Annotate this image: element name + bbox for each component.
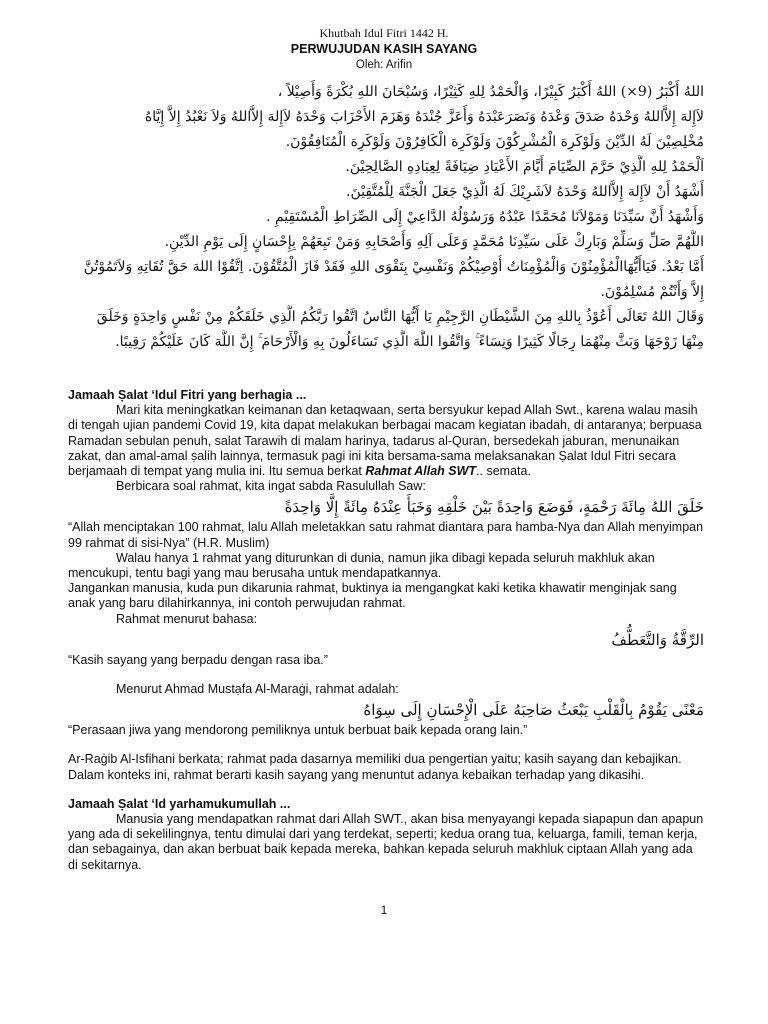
paragraph: Berbicara soal rahmat, kita ingat sabda Rasulullah Saw: xyxy=(116,479,426,494)
arabic-line: إِلاَّ وَأَنْتُمْ مُسْلِمُوْنَ. xyxy=(600,284,704,300)
arabic-line: اللَّهُمَّ صَلِّ وَسَلِّمْ وَبَارِكْ عَلَى سَيِّدِنَا مُحَمَّدٍ وَعَلَى آلِهِ وَأَصْحَابِهِ وَمَنْ تَبِعَهُمْ بِإِحْسَانٍ إِلَى يَوْمِ الدِّيْنِ. xyxy=(164,234,704,250)
arabic-line: مُخْلِصِيْنَ لَهُ الدِّيْنَ وَلَوْكَرِهَ الْمُشْرِكُوْنَ وَلَوْكَرِهَ الْكَافِرُوْنَ وَلَوْكَرِهَ الْمُنَافِقُوْنَ. xyxy=(285,134,704,150)
arabic-line: وَأَشْهَدُ أَنَّ سَيِّدَنَا وَمَوْلاَنَا مُحَمَّدًا عَبْدُهُ وَرَسُوْلُهُ الدَّاعِيْ إِلَى الصِّرَاطِ الْمُسْتَقِيْمِ . xyxy=(266,209,704,225)
paragraph: Ar-Raġib Al-Isfihani berkata; rahmat pada dasarnya memiliki dua pengertian yaitu; kasih sayang dan kebajikan. xyxy=(68,752,682,767)
arabic-line: أَشْهَدُ أَنْ لاَإِلهَ إِلاَّاللهُ وَحْدَهُ لاَشَرِيْكَ لَهُ الَّذِيْ جَعَلَ الْجَنَّةَ لِلْمُتَّقِيْنَ. xyxy=(346,184,704,200)
arabic-line: اللهُ أَكْبَرُ (9×) اللهُ أَكْبَرُ كَبِيْرًا، وَالْحَمْدُ لِلهِ كَثِيْرًا، وَسُبْحَانَ اللهِ بُكْرَةً وَأَصِيْلاً ، xyxy=(277,84,704,100)
spacer xyxy=(68,783,704,797)
maraghi-definition-translation: “Perasaan jiwa yang mendorong pemiliknya untuk berbuat baik kepada orang lain.” xyxy=(68,723,528,738)
paragraph: Rahmat menurut bahasa: xyxy=(116,611,258,626)
arabic-line: وَقَالَ اللهُ تَعَالَى أَعُوْذُ بِاللهِ مِنَ الشَّيْطَانِ الرَّجِيْمِ يَا أَيُّهَا النَّاسُ اتَّقُوا رَبَّكُمُ الَّذِي خَلَقَكُمْ مِنْ نَفْسٍ وَاحِدَةٍ وَخَلَقَ xyxy=(96,309,704,325)
sermon-title: PERWUJUDAN KASIH SAYANG xyxy=(290,42,478,56)
page-number: 1 xyxy=(380,903,388,917)
arabic-line: أَمَّا بَعْدُ. فَيَاأَيُّهَاالْمُؤْمِنُوْنَ وَالْمُؤْمِنَاتُ أُوْصِيْكُمْ وَنَفْسِيْ بِتَقْوَى اللهِ فَقَدْ فَازَ الْمُتَّقُوْنَ. اِتَّقُوْا اللهَ حَقَّ تُقَاتِهِ وَلاَتَمُوْتُنَّ xyxy=(83,259,704,275)
emphasis-text: Rahmat Allah SWT xyxy=(365,464,477,479)
spacer xyxy=(68,668,704,682)
arabic-line: لاَإِلهَ إِلاَّاللهُ وَحْدَهُ صَدَقَ وَعْدَهُ وَنَصَرَعَبْدَهُ وَأَعَزَّ جُنْدَهُ وَهَزَمَ الأَحْزَابَ وَحْدَهُ لاَإِلهَ إِلاَّاللهُ وَلاَ نَعْبُدُ إِلاَّ إِيَّاهُ xyxy=(144,109,704,125)
paragraph: Jangankan manusia, kuda pun dikarunia rahmat, buktinya ia mengangkat kaki ketika khawatir menginjak sang anak yang baru dilahirkannya, ini contoh perwujudan rahmat. xyxy=(68,581,677,611)
maraghi-definition-arabic: مَعْنًى يَقُوْمُ بِالْقَلْبِ يَبْعَثُ صَاحِبَهُ عَلَى الْإِحْسَانِ إِلَى سِوَاهُ xyxy=(363,701,704,720)
paragraph: Dalam konteks ini, rahmat berarti kasih sayang yang menuntut adanya kebaikan terhadap yang dikasihi. xyxy=(68,767,645,782)
paragraph: Walau hanya 1 rahmat yang diturunkan di dunia, namun jika dibagi kepada seluruh makhluk akan mencukupi, tentu bagi yang mau berusaha untuk mendapatkannya. xyxy=(68,550,655,581)
arabic-line: اَلْحَمْدُ لِلهِ الَّذِيْ حَرَّمَ الصِّيَامَ أَيَّامَ الأَعْيَادِ ضِيَافَةً لِعِبَادِهِ الصَّالِحِيْنَ. xyxy=(345,159,704,175)
section-heading: Jamaah Ṣalat ‘Id yarhamukumullah ... xyxy=(68,796,291,811)
paragraph-text: Mari kita meningkatkan keimanan dan ketaqwaan, serta bersyukur kepad Allah Swt., karena walau masih di tengah ujian pandemi Covid 19, kita dapat melakukan berbagai macam kegiatan ibadah, di antaranya; berpuasa Ramadan sebulan penuh, salat Tarawih di malam harinya, tadarus al-Quran, bersedekah jaburan, menunaikan zakat, dan amal-amal ṣalih lainnya, termasuk pagi ini kita bersama-sama melaksanakan Ṣalat Idul Fitri secara berjamaah di tempat yang mulia ini. Itu semua berkat xyxy=(68,403,702,479)
spacer xyxy=(68,738,704,752)
sermon-author: Oleh: Arifin xyxy=(355,59,413,71)
paragraph: Manusia yang mendapatkan rahmat dari Allah SWT., akan bisa menyayangi kepada siapapun dan apapun yang ada di sekelilingnya, tentu dimulai dari yang terdekat, seperti; kedua orang tua, keluarga, famili, teman kerja, dan sebagainya, dan akan berbuat baik kepada mereka, bahkan kepada seluruh makhluk ciptaan Allah yang ada di sekitarnya. xyxy=(68,812,704,872)
opening-arabic-block xyxy=(64,80,704,355)
arabic-line: مِنْهَا زَوْجَهَا وَبَثَّ مِنْهُمَا رِجَالًا كَثِيرًا وَنِسَاءً ۚ وَاتَّقُوا اللَّهَ الَّذِي تَسَاءَلُونَ بِهِ وَالْأَرْحَامَ ۚ إِنَّ اللَّهَ كَانَ عَلَيْكُمْ رَقِيبًا. xyxy=(115,334,704,350)
sermon-event-line: Khutbah Idul Fitri 1442 H. xyxy=(319,26,449,40)
lang-definition-translation: “Kasih sayang yang berpadu dengan rasa iba.” xyxy=(68,652,328,667)
lang-definition-arabic: الرِّقَّةُ وَالتَّعَطُّفُ xyxy=(611,630,704,649)
hadith-translation: “Allah menciptakan 100 rahmat, lalu Allah meletakkan satu rahmat diantara para hamba-Nya dan Allah menyimpan 99 rahmat di sisi-Nya” (H.R. Muslim) xyxy=(68,520,704,550)
hadith-arabic: خَلَقَ اللهُ مِائَةَ رَحْمَةٍ، فَوَضَعَ وَاحِدَةً بَيْنَ خَلْقِهِ وَخَبَأَ عِنْدَهُ مِائَةً إِلَّا وَاحِدَةً xyxy=(284,498,704,517)
section-heading: Jamaah Ṣalat ‘Idul Fitri yang berhagia ... xyxy=(68,388,307,402)
paragraph: Menurut Ahmad Mustạfa Al-Maraġi, rahmat adalah: xyxy=(116,682,399,697)
paragraph xyxy=(68,403,704,479)
paragraph-tail: .. semata. xyxy=(476,464,531,479)
body-content xyxy=(68,388,704,873)
